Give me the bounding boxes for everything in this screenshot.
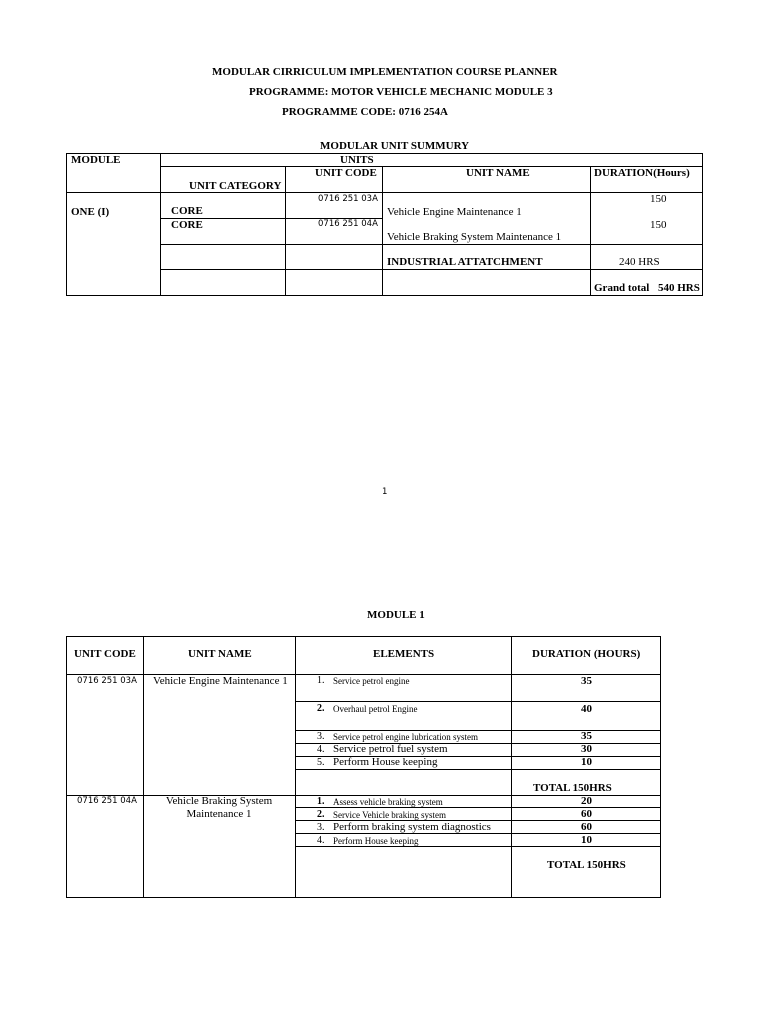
unit1-el1-text: Service petrol engine [333, 676, 410, 686]
unit1-el4-num: 4. [317, 744, 325, 755]
row1-name: Vehicle Engine Maintenance 1 [387, 206, 522, 218]
row2-name: Vehicle Braking System Maintenance 1 [387, 231, 562, 243]
module1-title: MODULE 1 [367, 609, 425, 621]
summary-title: MODULAR UNIT SUMMURY [320, 140, 470, 152]
programme-name: PROGRAMME: MOTOR VEHICLE MECHANIC MODULE 3 [249, 86, 553, 98]
attachment-label: INDUSTRIAL ATTATCHMENT [387, 256, 543, 268]
unit2-name-line1: Vehicle Braking System [165, 795, 273, 807]
unit1-el3-hours: 35 [581, 730, 592, 742]
duration-header: DURATION(Hours) [594, 167, 690, 179]
unit1-total: TOTAL 150HRS [533, 782, 612, 794]
unit2-el1-text: Assess vehicle braking system [333, 797, 443, 807]
unit1-el1-hours: 35 [581, 675, 592, 687]
unit1-code: 0716 251 03A [77, 676, 137, 686]
m1-unit-name-header: UNIT NAME [188, 648, 252, 660]
unit-category-header: UNIT CATEGORY [189, 180, 282, 192]
m1-unit-code-header: UNIT CODE [74, 648, 136, 660]
unit-name-header: UNIT NAME [466, 167, 530, 179]
unit1-el5-hours: 10 [581, 756, 592, 768]
unit2-el2-text: Service Vehicle braking system [333, 810, 447, 820]
row1-category: CORE [171, 205, 203, 217]
unit2-el4-text: Perform House keeping [333, 836, 419, 846]
unit2-name-line2: Maintenance 1 [186, 808, 252, 820]
unit1-el1-num: 1. [317, 675, 325, 686]
unit1-el2-num: 2. [317, 703, 325, 714]
row1-duration: 150 [650, 193, 667, 205]
unit2-total: TOTAL 150HRS [547, 859, 626, 871]
unit1-el5-num: 5. [317, 757, 325, 768]
unit2-el1-num: 1. [317, 796, 325, 807]
m1-duration-header: DURATION (HOURS) [532, 648, 641, 660]
unit1-el3-text: Service petrol engine lubrication system [333, 732, 478, 742]
unit2-el1-hours: 20 [581, 795, 592, 807]
grand-total-value: 540 HRS [658, 282, 700, 294]
row1-code: 0716 251 03A [318, 194, 378, 204]
unit2-el2-hours: 60 [581, 808, 592, 820]
row2-code: 0716 251 04A [318, 219, 378, 229]
unit1-el2-hours: 40 [581, 703, 592, 715]
row2-category: CORE [171, 219, 203, 231]
unit1-name: Vehicle Engine Maintenance 1 [153, 675, 288, 687]
unit1-el4-text: Service petrol fuel system [333, 743, 448, 755]
programme-code: PROGRAMME CODE: 0716 254A [282, 106, 448, 118]
unit2-el3-hours: 60 [581, 821, 592, 833]
unit1-el2-text: Overhaul petrol Engine [333, 704, 418, 714]
doc-title: MODULAR CIRRICULUM IMPLEMENTATION COURSE PLANNER [212, 66, 558, 78]
units-header: UNITS [340, 154, 374, 166]
module-name: ONE (I) [71, 206, 110, 218]
unit2-el3-text: Perform braking system diagnostics [333, 821, 491, 833]
module-header: MODULE [71, 154, 121, 166]
unit2-el4-num: 4. [317, 835, 325, 846]
unit1-el5-text: Perform House keeping [333, 756, 438, 768]
m1-elements-header: ELEMENTS [373, 648, 435, 660]
unit2-code-label: 0716 251 04A [77, 796, 137, 806]
page-number: 1 [382, 487, 388, 497]
unit1-el3-num: 3. [317, 731, 325, 742]
unit2-el3-num: 3. [317, 822, 325, 833]
unit1-el4-hours: 30 [581, 743, 592, 755]
row2-duration: 150 [650, 219, 667, 231]
unit2-el4-hours: 10 [581, 834, 592, 846]
unit-code-header: UNIT CODE [315, 167, 377, 179]
attachment-duration: 240 HRS [619, 256, 660, 268]
grand-total-label: Grand total [594, 282, 650, 294]
unit2-el2-num: 2. [317, 809, 325, 820]
